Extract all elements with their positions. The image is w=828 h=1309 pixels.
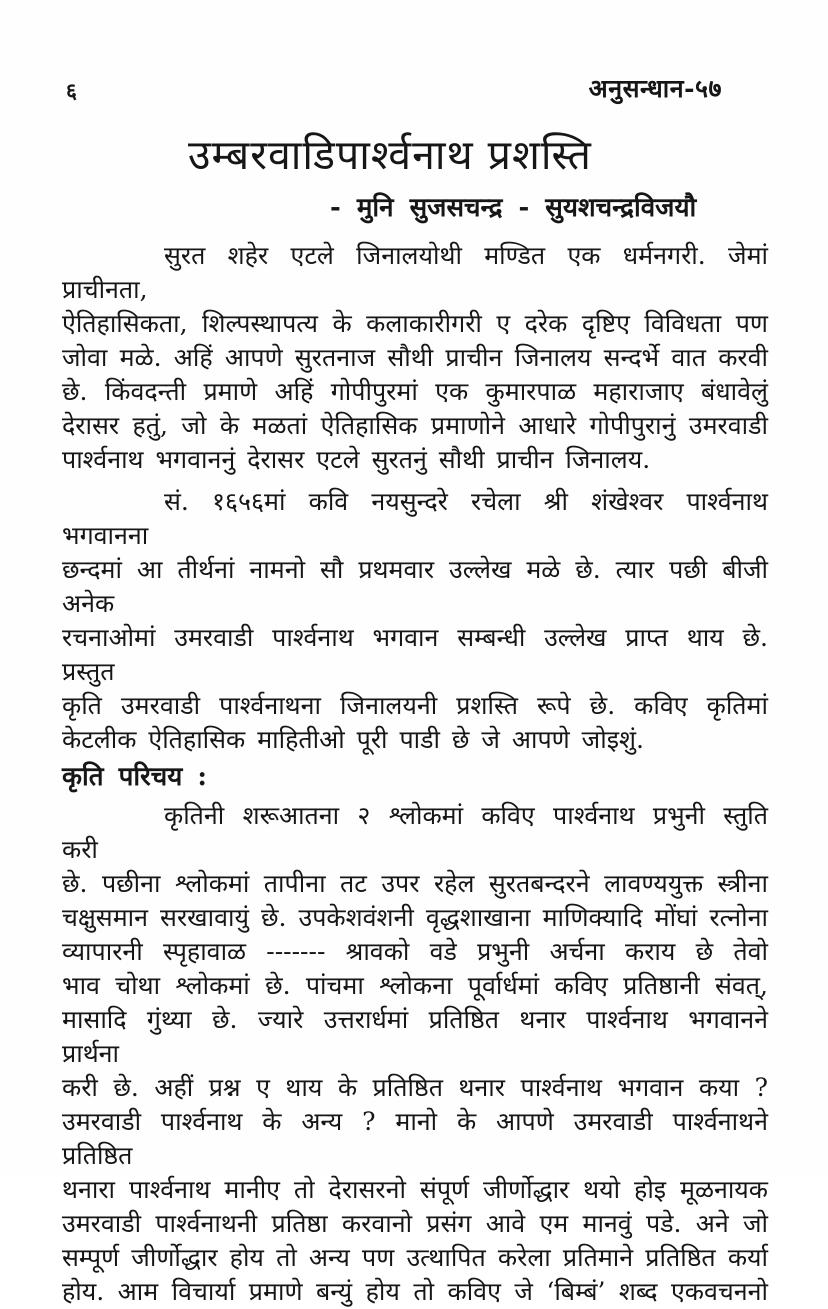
text-line: देरासर हतुं, जो के मळतां ऐतिहासिक प्रमाणोने आधारे गोपीपुरानुं उमरवाडी bbox=[62, 411, 768, 441]
text-line: उमरवाडी पार्श्वनाथनी प्रतिष्ठा करवानो प्रसंग आवे एम मानवुं पडे. अने जो bbox=[62, 1209, 768, 1239]
text-line: कृतिनी शरूआतना २ श्लोकमां कविए पार्श्वनाथ प्रभुनी स्तुति करी bbox=[62, 801, 768, 865]
text-line: होय. आम विचार्या प्रमाणे बन्युं होय तो कविए जे ‘बिम्बं’ शब्द एकवचननो bbox=[62, 1277, 768, 1307]
text-line: पार्श्वनाथ भगवाननुं देरासर एटले सुरतनुं सौथी प्राचीन जिनालय. bbox=[62, 445, 651, 475]
article-title: उम्बरवाडिपार्श्वनाथ प्रशस्ति bbox=[188, 131, 592, 179]
text-line: करी छे. अहीं प्रश्न ए थाय के प्रतिष्ठित थनार पार्श्वनाथ भगवान कया ? bbox=[62, 1073, 768, 1103]
text-line: केटलीक ऐतिहासिक माहितीओ पूरी पाडी छे जे आपणे जोइशुं. bbox=[62, 725, 644, 755]
text-line: सं. १६५६मां कवि नयसुन्दरे रचेला श्री शंखेश्वर पार्श्वनाथ भगवानना bbox=[62, 487, 768, 551]
journal-title: अनुसन्धान-५७ bbox=[588, 74, 722, 103]
text-line: सम्पूर्ण जीर्णोद्धार होय तो अन्य पण उत्थापित करेला प्रतिमाने प्रतिष्ठित कर्या bbox=[62, 1243, 768, 1273]
text-line: छे. किंवदन्ती प्रमाणे अहिं गोपीपुरमां एक कुमारपाळ महाराजाए बंधावेलुं bbox=[62, 377, 768, 407]
text-line: ऐतिहासिकता, शिल्पस्थापत्य के कलाकारीगरी ए दरेक दृष्टिए विविधता पण bbox=[62, 309, 768, 339]
text-line: सुरत शहेर एटले जिनालयोथी मण्डित एक धर्मनगरी. जेमां प्राचीनता, bbox=[62, 241, 768, 305]
text-line: जोवा मळे. अहिं आपणे सुरतनाज सौथी प्राचीन जिनालय सन्दर्भे वात करवी bbox=[62, 343, 768, 373]
text-line: छे. पछीना श्लोकमां तापीना तट उपर रहेल सुरतबन्दरने लावण्ययुक्त स्त्रीना bbox=[62, 869, 768, 899]
article-byline: - मुनि सुजसचन्द्र - सुयशचन्द्रविजयौ bbox=[330, 193, 697, 224]
page-number: ६ bbox=[66, 78, 77, 103]
text-line: चक्षुसमान सरखावायुं छे. उपकेशवंशनी वृद्धशाखाना माणिक्यादि मोंघां रत्नोना bbox=[62, 903, 768, 933]
text-line: उमरवाडी पार्श्वनाथ के अन्य ? मानो के आपणे उमरवाडी पार्श्वनाथने प्रतिष्ठित bbox=[62, 1107, 768, 1171]
page-header bbox=[0, 0, 828, 101]
text-line: भाव चोथा श्लोकमां छे. पांचमा श्लोकना पूर्वार्धमां कविए प्रतिष्ठानी संवत्, bbox=[62, 971, 768, 1001]
paragraph-2 bbox=[62, 485, 768, 757]
text-line: रचनाओमां उमरवाडी पार्श्वनाथ भगवान सम्बन्धी उल्लेख प्राप्त थाय छे. प्रस्तुत bbox=[62, 623, 768, 687]
text-line: छन्दमां आ तीर्थनां नामनो सौ प्रथमवार उल्लेख मळे छे. त्यार पछी बीजी अनेक bbox=[62, 555, 768, 619]
text-line: थनारा पार्श्वनाथ मानीए तो देरासरनो संपूर्ण जीर्णोद्धार थयो होइ मूळनायक bbox=[62, 1175, 768, 1205]
text-line: व्यापारनी स्पृहावाळ ------- श्रावको वडे प्रभुनी अर्चना कराय छे तेवो bbox=[62, 937, 768, 967]
section-heading: कृति परिचय : bbox=[62, 762, 207, 793]
article-body bbox=[62, 239, 768, 1309]
text-line: मासादि गुंथ्या छे. ज्यारे उत्तरार्धमां प्रतिष्ठित थनार पार्श्वनाथ भगवानने प्रार्थना bbox=[62, 1005, 768, 1069]
text-line: कृति उमरवाडी पार्श्वनाथना जिनालयनी प्रशस्ति रूपे छे. कविए कृतिमां bbox=[62, 691, 768, 721]
paragraph-3 bbox=[62, 799, 768, 1309]
paragraph-1 bbox=[62, 239, 768, 477]
